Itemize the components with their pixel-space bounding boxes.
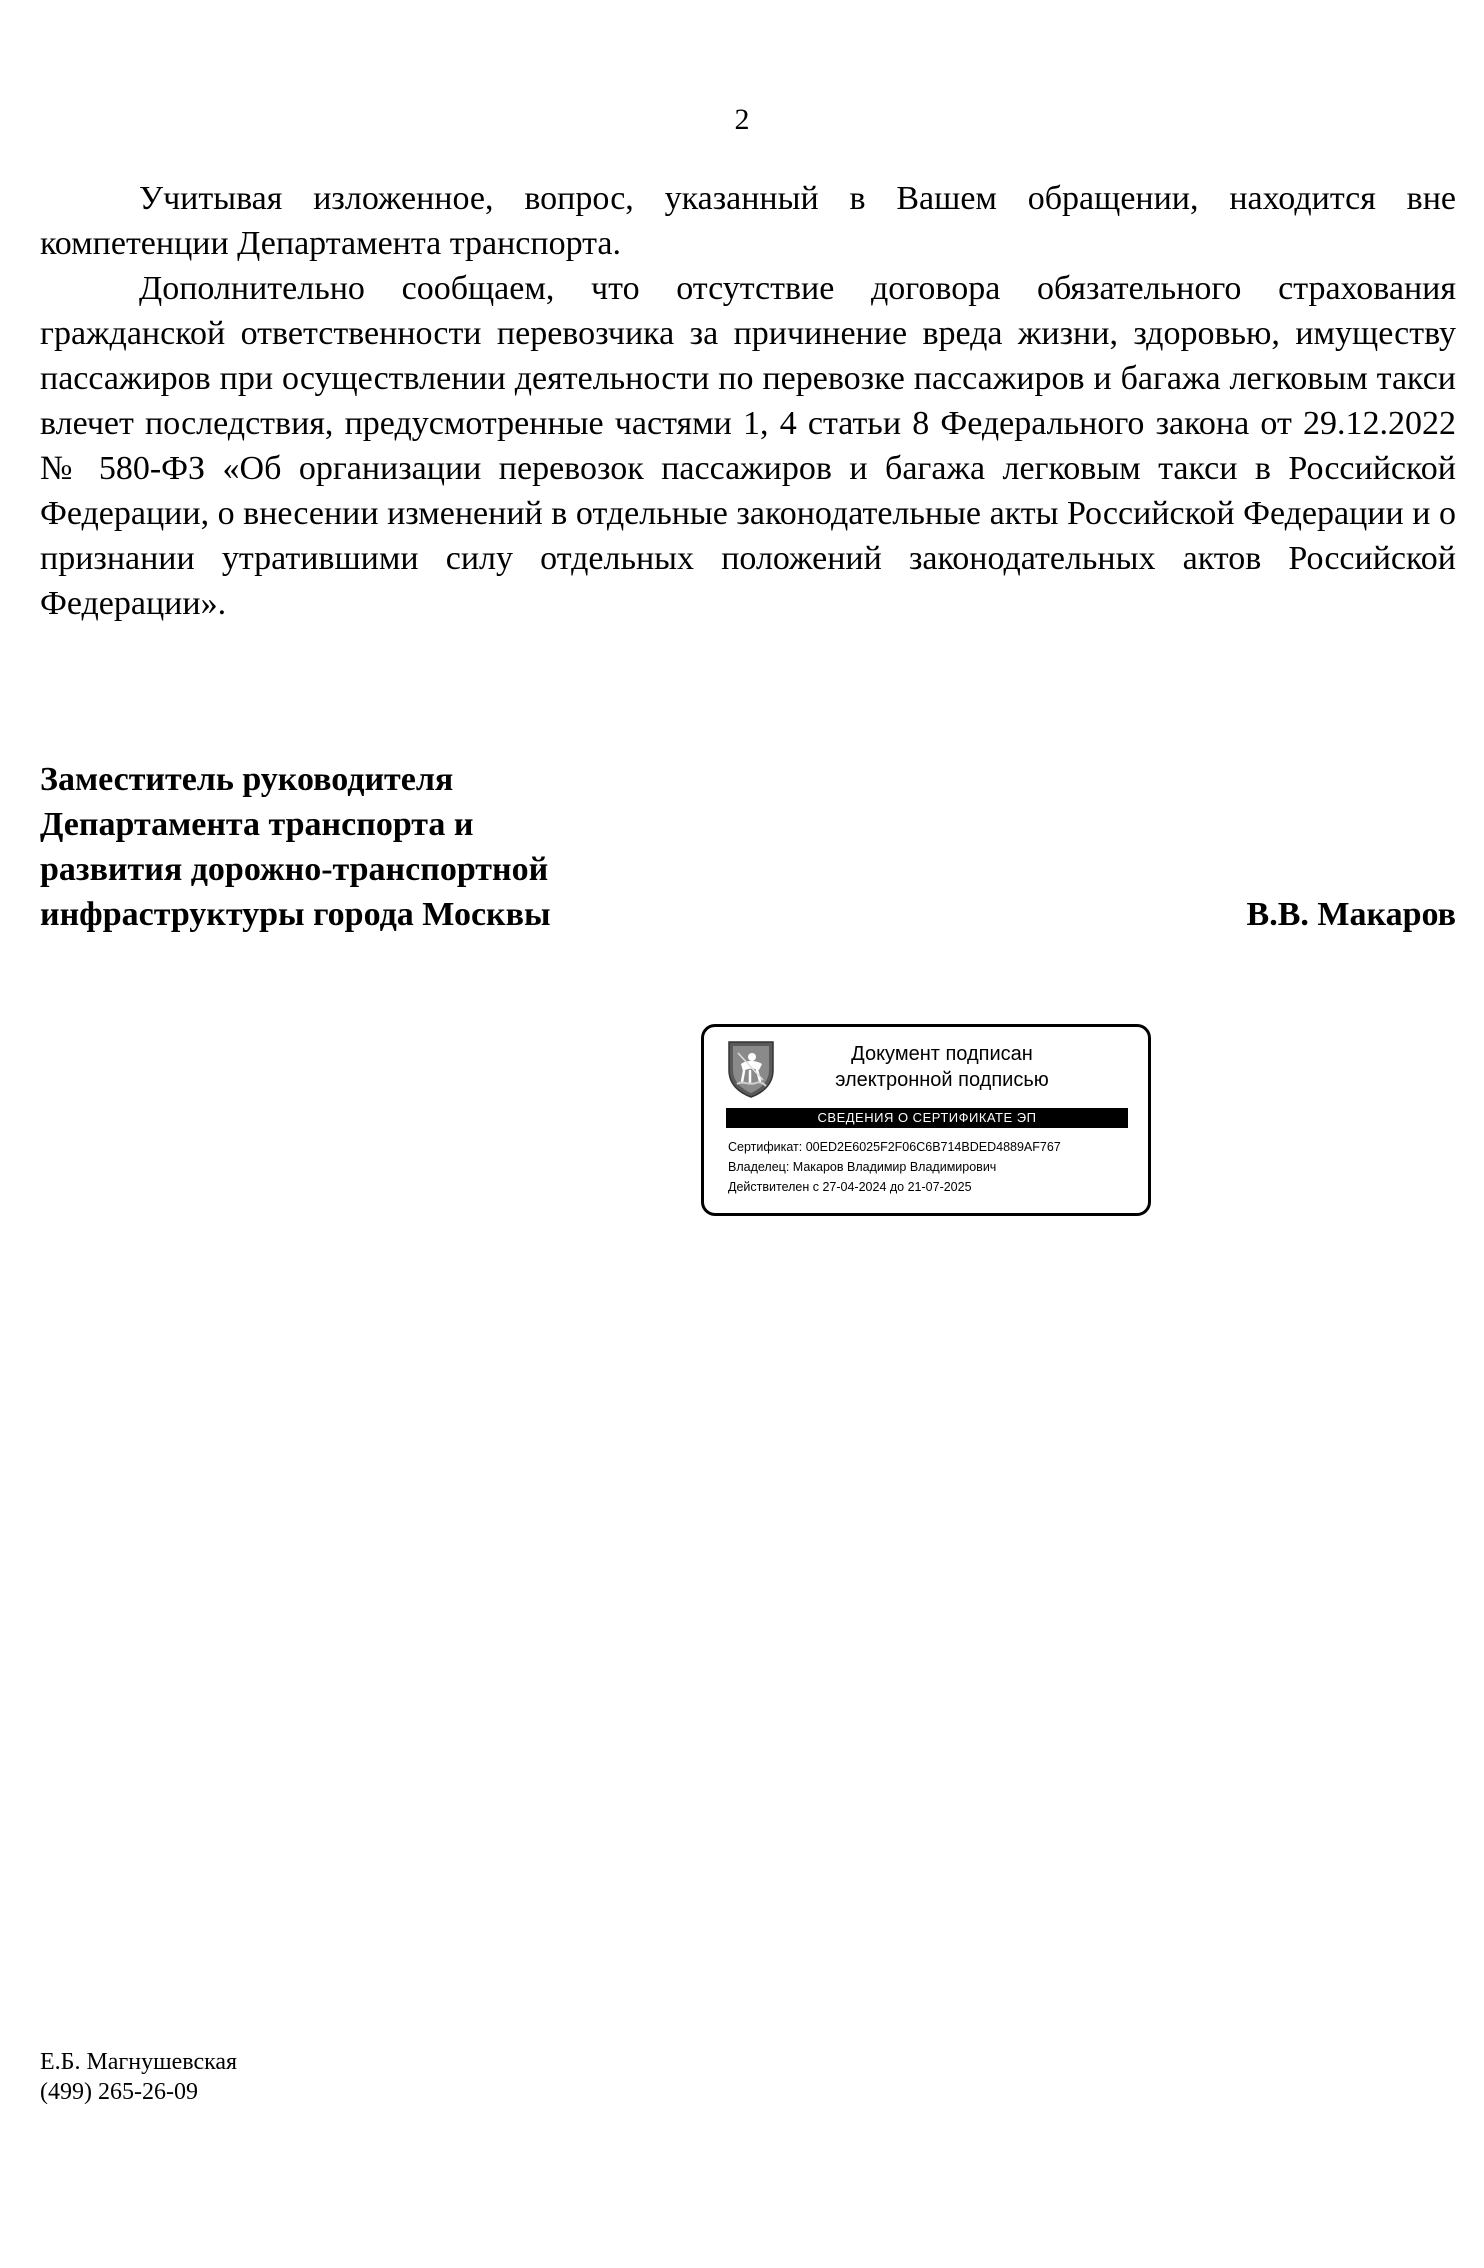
certificate-validity: Действителен с 27-04-2024 до 21-07-2025	[728, 1180, 972, 1194]
signatory-title-line: Заместитель руководителя	[40, 761, 454, 798]
stamp-title-line: электронной подписью	[835, 1069, 1049, 1091]
paragraph-competence: Учитывая изложенное, вопрос, указанный в Вашем обращении, находится вне компетенции Департамента транспорта.	[40, 180, 1456, 262]
electronic-signature-stamp	[701, 1024, 1151, 1216]
executor-footer	[40, 2047, 640, 2107]
executor-name: Е.Б. Магнушевская	[40, 2049, 238, 2075]
certificate-owner: Владелец: Макаров Владимир Владимирович	[728, 1160, 997, 1174]
certificate-details	[728, 1137, 1138, 1197]
executor-phone: (499) 265-26-09	[40, 2079, 198, 2105]
signer-name: В.В. Макаров	[1246, 896, 1456, 933]
signature-block	[40, 757, 1456, 937]
signatory-title-line: инфраструктуры города Москвы	[40, 896, 551, 933]
moscow-coat-of-arms-icon	[726, 1040, 776, 1098]
certificate-info-bar: СВЕДЕНИЯ О СЕРТИФИКАТЕ ЭП	[726, 1108, 1128, 1128]
paragraph-insurance: Дополнительно сообщаем, что отсутствие договора обязательного страхования гражданской ответственности перевозчика за причинение вреда жизни, здоровью, имуществу пассажиров при осуществлении деятельности по перевозке пассажиров и багажа легковым такси влечет последствия, предусмотренные частями 1, 4 статьи 8 Федерального закона от 29.12.2022 № 580-ФЗ «Об организации перевозок пассажиров и багажа легковым такси в Российской Федерации, о внесении изменений в отдельные законодательные акты Российской Федерации и о признании утратившими силу отдельных положений законодательных актов Российской Федерации».	[40, 270, 1456, 622]
stamp-title	[792, 1041, 1092, 1093]
letter-body	[40, 176, 1456, 626]
certificate-number: Сертификат: 00ED2E6025F2F06C6B714BDED4889AF767	[728, 1140, 1061, 1154]
signatory-title-line: развития дорожно-транспортной	[40, 851, 549, 888]
stamp-title-line: Документ подписан	[851, 1043, 1033, 1065]
page-number: 2	[734, 103, 750, 136]
signatory-title-line: Департамента транспорта и	[40, 806, 474, 843]
